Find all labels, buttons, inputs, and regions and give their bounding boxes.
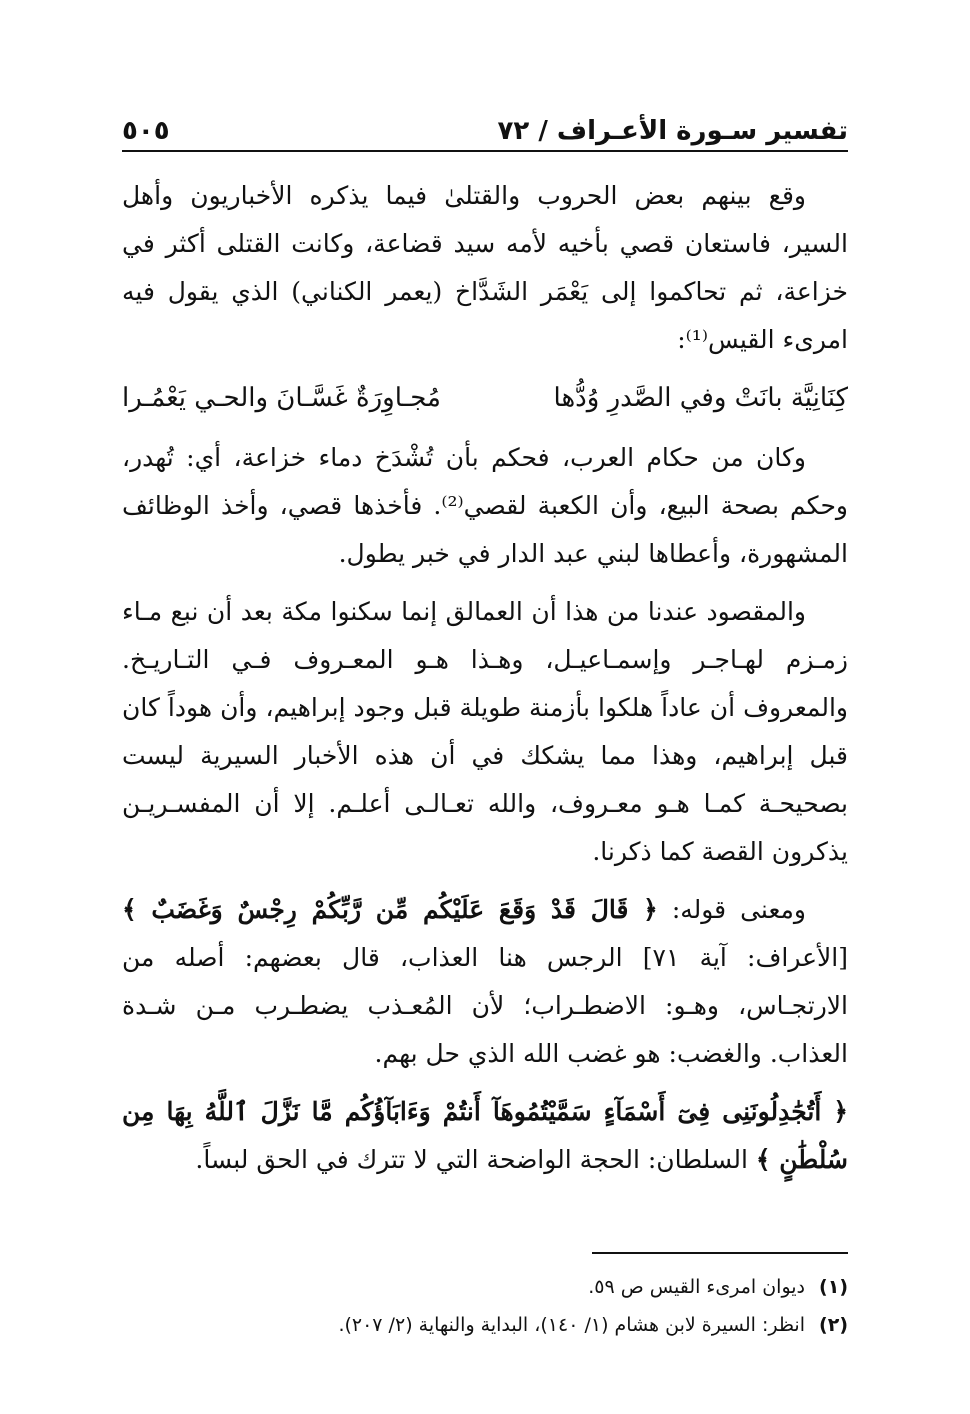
footnote-text: انظر: السيرة لابن هشام (١/ ١٤٠)، البداية والنهاية (٢/ ٢٠٧).	[338, 1314, 806, 1336]
page-number: ٥٠٥	[122, 116, 170, 146]
poetry-verse	[122, 374, 848, 422]
header-rule	[122, 150, 848, 152]
running-title: تفسير سـورة الأعـراف / ٧٢	[497, 116, 848, 146]
paragraph-3: والمقصود عندنا من هذا أن العمالق إنما سكنوا مكة بعد أن نبع مـاء زمـزم لهـاجـر وإسمـاعيـل، وهـذا هـو المعـروف فـي التـاريـخ. والمعروف أن عاداً هلكوا بأزمنة طويلة قبل وجود إبراهيم، وأن هوداً كان قبل إبراهيم، وهذا مما يشكك في أن هذه الأخبار السيرية ليست بصحيحـة كمـا هـو معـروف، والله تعـالـى أعلـم. إلا أن المفسـريـن يذكرون القصة كما ذكرنا.	[122, 597, 848, 866]
quran-quote-1: ﴿ قَالَ قَدْ وَقَعَ عَلَيْكُم مِّن رَّبِّكُمْ رِجْسٌ وَغَضَبٌ ﴾	[122, 895, 658, 924]
footnote-rule	[592, 1252, 848, 1254]
paragraph-1: وقع بينهم بعض الحروب والقتلىٰ فيما يذكره الأخباريون وأهل السير، فاستعان قصي بأخيه لأمه سيد قضاعة، وكانت القتلى أكثر في خزاعة، ثم تحاكموا إلى يَعْمَر الشَدَّاخ (يعمر الكناني) الذي يقول فيه امرىء القيس⁽¹⁾:	[122, 181, 848, 354]
verse-second-hemistich: مُجـاوِرَةٌ غَسَّـانَ والحـي يَعْمُـرا	[122, 383, 441, 413]
verse-first-hemistich: كِنَانِيَّة بانَتْ وفي الصَّدرِ وُدُّها	[553, 383, 848, 413]
paragraph-2: وكان من حكام العرب، فحكم بأن تُشْدَخ دماء خزاعة، أي: تُهدر، وحكم بصحة البيع، وأن الكعبة لقصي⁽²⁾. فأخذها قصي، وأخذ الوظائف المشهورة، وأعطاها لبني عبد الدار في خبر يطول.	[122, 443, 849, 568]
footnote-number: (١)	[819, 1276, 848, 1298]
footnotes	[122, 1268, 848, 1344]
footnote-1	[122, 1268, 848, 1306]
paragraph-5	[122, 1088, 848, 1184]
page-header	[122, 100, 848, 146]
footnote-text: ديوان امرىء القيس ص ٥٩.	[588, 1276, 806, 1298]
paragraph-4	[122, 886, 848, 1078]
page-body	[122, 172, 848, 1194]
paragraph-5-text: السلطان: الحجة الواضحة التي لا تترك في الحق لبساً.	[195, 1145, 756, 1174]
quran-quote-2: ﴿ أَتُجَٰدِلُونَنِى فِىٓ أَسْمَآءٍ سَمَّيْتُمُوهَآ أَنتُمْ وَءَابَآؤُكُم مَّا نَزَّلَ ٱللَّهُ بِهَا مِن سُلْطَٰنٍ ﴾	[122, 1097, 848, 1174]
footnote-2	[122, 1306, 848, 1344]
paragraph-4-intro: ومعنى قوله:	[657, 895, 807, 924]
paragraph-4-text: [الأعراف: آية ٧١] الرجس هنا العذاب، قال بعضهم: أصله من الارتجـاس، وهـو: الاضطـراب؛ لأن المُعـذب يضطـرب مـن شـدة العذاب. والغضب: هو غضب الله الذي حل بهم.	[122, 943, 849, 1068]
footnote-number: (٢)	[819, 1314, 848, 1336]
